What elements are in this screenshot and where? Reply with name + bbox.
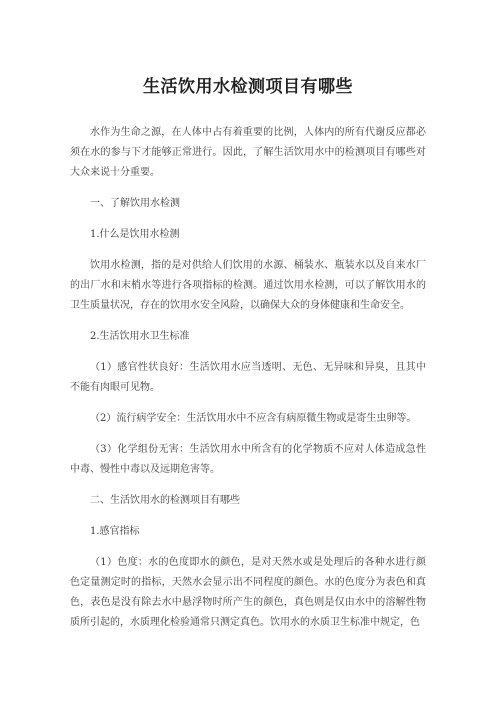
document-title: 生活饮用水检测项目有哪些: [143, 77, 353, 97]
section-heading-2: 二、生活饮用水的检测项目有哪些: [90, 495, 240, 506]
section-heading-1: 一、了解饮用水检测: [90, 198, 180, 209]
standard-item-1: （1）感官性状良好：生活饮用水应当透明、无色、无异味和异臭，且其中不能有肉眼可见物。: [70, 362, 426, 393]
standard-item-3: （3）化学组份无害：生活饮用水中所含有的化学物质不应对人体造成急性中毒、慢性中毒以及远期危害等。: [70, 444, 426, 475]
subsection-heading-2-1: 1.感官指标: [90, 526, 140, 537]
standard-item-2: （2）流行病学安全：生活饮用水中不应含有病原微生物或是寄生虫卵等。: [90, 413, 417, 424]
intro-paragraph: 水作为生命之源，在人体中占有着重要的比例，人体内的所有代谢反应都必须在水的参与下才能够正常进行。因此，了解生活饮用水中的检测项目有哪些对大众来说十分重要。: [70, 127, 426, 178]
subsection-heading-1-2: 2.生活饮用水卫生标准: [90, 331, 190, 342]
body-paragraph-color: （1）色度：水的色度即水的颜色，是对天然水或是处理后的各种水进行颜色定量测定时的指标，天然水会显示出不同程度的颜色。水的色度分为表色和真色，表色是没有除去水中悬浮物时所产生的颜色，真色则是仅由水中的溶解性物质所引起的，水质理化检验通常只测定真色。饮用水的水质卫生标准中规定，色: [70, 557, 426, 628]
document-body: [70, 123, 426, 644]
body-paragraph: 饮用水检测，指的是对供给人们饮用的水源、桶装水、瓶装水以及自来水厂的出厂水和末梢水等进行各项指标的检测。通过饮用水检测，可以了解饮用水的卫生质量状况，存在的饮用水安全风险，以确保大众的身体健康和生命安全。: [70, 260, 426, 311]
subsection-heading-1-1: 1.什么是饮用水检测: [90, 229, 180, 240]
